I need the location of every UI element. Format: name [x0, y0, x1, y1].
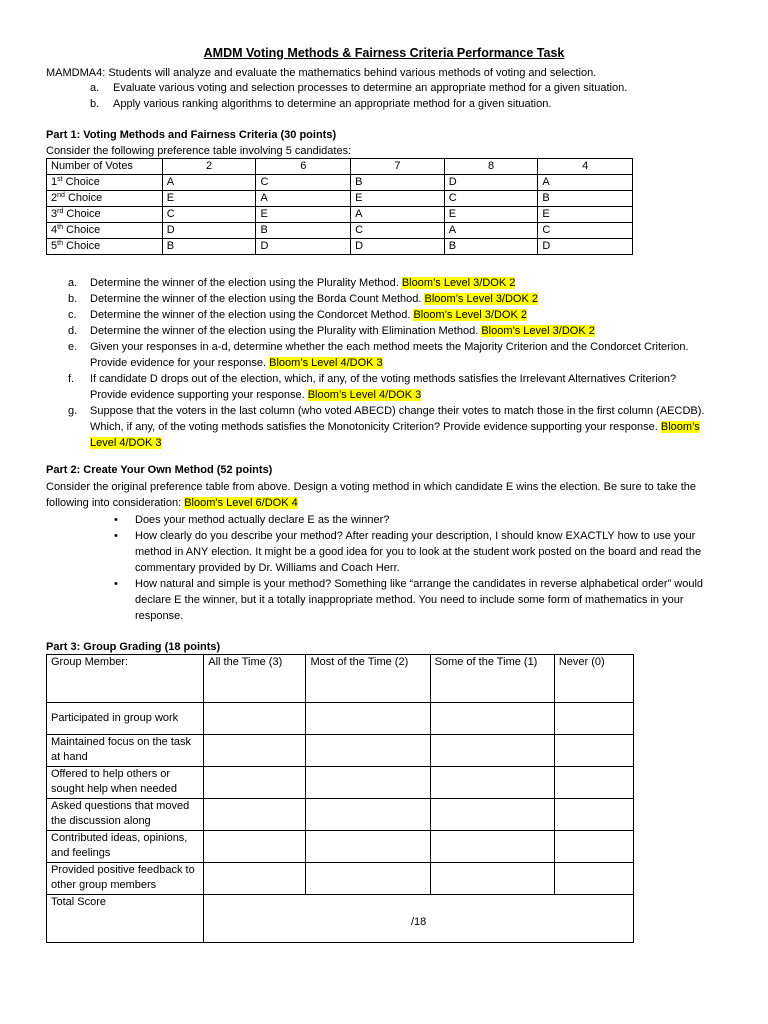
question-letter: g.	[68, 405, 78, 417]
choice-text: Choice	[62, 224, 101, 236]
bullet-icon: •	[114, 578, 118, 590]
part2-intro-text: Consider the original preference table from above. Design a voting method in which candidate E wins the election. Be sure to take the following into consideration:	[46, 481, 696, 509]
score-cell[interactable]	[554, 703, 633, 735]
preference-table	[46, 158, 633, 255]
group-grading-table	[46, 654, 634, 943]
grading-column-header: Group Member:	[47, 655, 204, 703]
question-item	[68, 275, 708, 291]
grading-row	[47, 767, 634, 799]
choice-suffix: th	[57, 224, 63, 231]
preference-row	[47, 223, 633, 239]
preference-cell: C	[538, 223, 633, 239]
score-cell[interactable]	[204, 703, 306, 735]
bullet-icon: •	[114, 530, 118, 542]
criterion-label: Participated in group work	[47, 703, 204, 735]
question-item	[68, 339, 708, 371]
score-cell[interactable]	[430, 863, 554, 895]
objective-b-letter: b.	[90, 98, 100, 110]
bullet-item	[114, 528, 724, 576]
blooms-tag: Bloom’s Level 4/DOK 3	[307, 389, 422, 401]
score-cell[interactable]	[306, 863, 430, 895]
part1-question-list	[68, 275, 708, 451]
preference-cell: C	[256, 175, 351, 191]
question-item	[68, 323, 708, 339]
preference-cell: A	[256, 191, 351, 207]
preference-cell: D	[256, 239, 351, 255]
choice-label	[47, 239, 163, 255]
question-letter: a.	[68, 277, 78, 289]
choice-text: Choice	[63, 208, 101, 220]
votes-count: 6	[256, 159, 351, 175]
score-cell[interactable]	[430, 703, 554, 735]
preference-cell: E	[162, 191, 256, 207]
preference-cell: E	[444, 207, 538, 223]
preference-cell: B	[538, 191, 633, 207]
objective-a-letter: a.	[90, 82, 100, 94]
choice-number: 3	[51, 208, 58, 220]
criterion-label: Provided positive feedback to other group members	[47, 863, 204, 895]
bullet-icon: •	[114, 514, 118, 526]
question-letter: e.	[68, 341, 78, 353]
votes-count: 2	[162, 159, 256, 175]
preference-cell: E	[351, 191, 445, 207]
grading-row	[47, 863, 634, 895]
choice-label	[47, 207, 163, 223]
preference-cell: A	[538, 175, 633, 191]
bullet-text: Does your method actually declare E as the winner?	[135, 514, 390, 526]
criterion-label: Offered to help others or sought help when needed	[47, 767, 204, 799]
total-score-row	[47, 895, 634, 943]
votes-count: 8	[444, 159, 538, 175]
score-cell[interactable]	[430, 767, 554, 799]
part2-bullet-list	[114, 512, 724, 624]
preference-row	[47, 191, 633, 207]
grading-column-header: Never (0)	[554, 655, 633, 703]
part1-heading: Part 1: Voting Methods and Fairness Criteria (30 points)	[46, 129, 337, 141]
preference-cell: A	[444, 223, 538, 239]
blooms-tag: Bloom’s Level 4/DOK 3	[90, 421, 700, 449]
grading-column-header: Most of the Time (2)	[306, 655, 430, 703]
preference-row	[47, 239, 633, 255]
choice-suffix: rd	[57, 208, 64, 215]
preference-cell: D	[444, 175, 538, 191]
choice-text: Choice	[64, 192, 103, 204]
preference-cell: B	[351, 175, 445, 191]
choice-number: 1	[51, 176, 58, 188]
criterion-label: Asked questions that moved the discussion along	[47, 799, 204, 831]
preference-cell: A	[162, 175, 256, 191]
preference-cell: D	[351, 239, 445, 255]
grading-row	[47, 799, 634, 831]
score-cell[interactable]	[306, 799, 430, 831]
score-cell[interactable]	[430, 799, 554, 831]
choice-label	[47, 223, 163, 239]
grading-row	[47, 831, 634, 863]
grading-column-header: All the Time (3)	[204, 655, 306, 703]
question-letter: f.	[68, 373, 75, 385]
blooms-tag: Bloom’s Level 3/DOK 2	[424, 293, 539, 305]
grading-header-row	[47, 655, 634, 703]
preference-cell: B	[256, 223, 351, 239]
preference-header-row	[47, 159, 633, 175]
objective-a-text: Evaluate various voting and selection processes to determine an appropriate method for a given situation.	[113, 82, 628, 94]
votes-count: 4	[538, 159, 633, 175]
question-item	[68, 371, 708, 403]
score-cell[interactable]	[554, 799, 633, 831]
blooms-tag: Bloom’s Level 3/DOK 2	[401, 277, 516, 289]
blooms-tag: Bloom’s Level 3/DOK 2	[413, 309, 527, 321]
grading-row	[47, 703, 634, 735]
choice-label	[47, 191, 163, 207]
preference-cell: C	[444, 191, 538, 207]
score-cell[interactable]	[306, 703, 430, 735]
score-cell[interactable]	[306, 767, 430, 799]
choice-label	[47, 175, 163, 191]
bullet-text: How clearly do you describe your method? After reading your description, I should know EXACTLY how to use your method in ANY election. It might be a good idea for you to look at the student work posted on the board and read the commentary provided by Dr. Williams and Coach Herr.	[135, 530, 702, 574]
blooms-tag: Bloom’s Level 4/DOK 3	[269, 357, 383, 369]
choice-suffix: th	[57, 240, 63, 247]
preference-cell: E	[256, 207, 351, 223]
objective-b-text: Apply various ranking algorithms to determine an appropriate method for a given situation.	[113, 98, 552, 110]
standard-text: MAMDMA4: Students will analyze and evaluate the mathematics behind various methods of voting and selection.	[46, 67, 597, 79]
preference-cell: C	[162, 207, 256, 223]
part1-intro: Consider the following preference table involving 5 candidates:	[46, 145, 352, 157]
question-letter: d.	[68, 325, 78, 337]
question-text: Determine the winner of the election using the Borda Count Method.	[90, 293, 425, 305]
choice-text: Choice	[62, 240, 101, 252]
score-cell[interactable]	[306, 831, 430, 863]
question-item	[68, 403, 708, 451]
preference-row	[47, 175, 633, 191]
question-letter: b.	[68, 293, 78, 305]
score-cell[interactable]	[554, 863, 633, 895]
score-cell[interactable]	[204, 735, 306, 767]
preference-cell: B	[444, 239, 538, 255]
total-score-label: Total Score	[47, 895, 204, 943]
choice-text: Choice	[62, 176, 100, 188]
score-cell[interactable]	[430, 735, 554, 767]
question-text: Determine the winner of the election using the Condorcet Method.	[90, 309, 414, 321]
score-cell[interactable]	[204, 831, 306, 863]
page-title: AMDM Voting Methods & Fairness Criteria Performance Task	[203, 46, 565, 60]
votes-header-label: Number of Votes	[47, 159, 163, 175]
bullet-text: How natural and simple is your method? Something like “arrange the candidates in reverse alphabetical order” would declare E the winner, but it a totally inappropriate method. You need to include some form of mathematics in your response.	[135, 578, 704, 622]
question-text: Determine the winner of the election using the Plurality with Elimination Method.	[90, 325, 482, 337]
question-item	[68, 307, 708, 323]
choice-suffix: st	[57, 176, 63, 183]
question-text: If candidate D drops out of the election, which, if any, of the voting methods satisfies the Irrelevant Alternatives Criterion? Provide evidence supporting your response.	[90, 373, 677, 401]
blooms-tag: Bloom’s Level 3/DOK 2	[481, 325, 595, 337]
score-cell[interactable]	[204, 767, 306, 799]
choice-number: 4	[51, 224, 58, 236]
total-score-value: /18	[204, 895, 634, 943]
preference-cell: E	[538, 207, 633, 223]
score-cell[interactable]	[204, 799, 306, 831]
grading-row	[47, 735, 634, 767]
votes-count: 7	[351, 159, 445, 175]
score-cell[interactable]	[306, 735, 430, 767]
question-item	[68, 291, 708, 307]
preference-row	[47, 207, 633, 223]
score-cell[interactable]	[554, 831, 633, 863]
score-cell[interactable]	[204, 863, 306, 895]
preference-cell: B	[162, 239, 256, 255]
question-letter: c.	[68, 309, 77, 321]
choice-number: 2	[51, 192, 58, 204]
criterion-label: Contributed ideas, opinions, and feelings	[47, 831, 204, 863]
preference-cell: D	[162, 223, 256, 239]
question-text: Determine the winner of the election using the Plurality Method.	[90, 277, 402, 289]
preference-cell: D	[538, 239, 633, 255]
grading-column-header: Some of the Time (1)	[430, 655, 554, 703]
question-text: Given your responses in a-d, determine whether the each method meets the Majority Criterion and the Condorcet Criterion. Provide evidence for your response.	[90, 341, 689, 369]
score-cell[interactable]	[554, 735, 633, 767]
preference-cell: A	[351, 207, 445, 223]
question-text: Suppose that the voters in the last column (who voted ABECD) change their votes to match those in the first column (AECDB). Which, if any, of the voting methods satisfies the Monotonicity Criterion? Provide evidence supporting your response.	[90, 405, 705, 433]
bullet-item	[114, 512, 724, 528]
bullet-item	[114, 576, 724, 624]
score-cell[interactable]	[430, 831, 554, 863]
choice-number: 5	[51, 240, 58, 252]
score-cell[interactable]	[554, 767, 633, 799]
preference-cell: C	[351, 223, 445, 239]
part2-heading: Part 2: Create Your Own Method (52 points)	[46, 464, 273, 476]
blooms-tag: Bloom’s Level 6/DOK 4	[184, 497, 298, 509]
criterion-label: Maintained focus on the task at hand	[47, 735, 204, 767]
part2-intro	[46, 479, 718, 511]
part3-heading: Part 3: Group Grading (18 points)	[46, 641, 221, 653]
choice-suffix: nd	[57, 192, 65, 199]
